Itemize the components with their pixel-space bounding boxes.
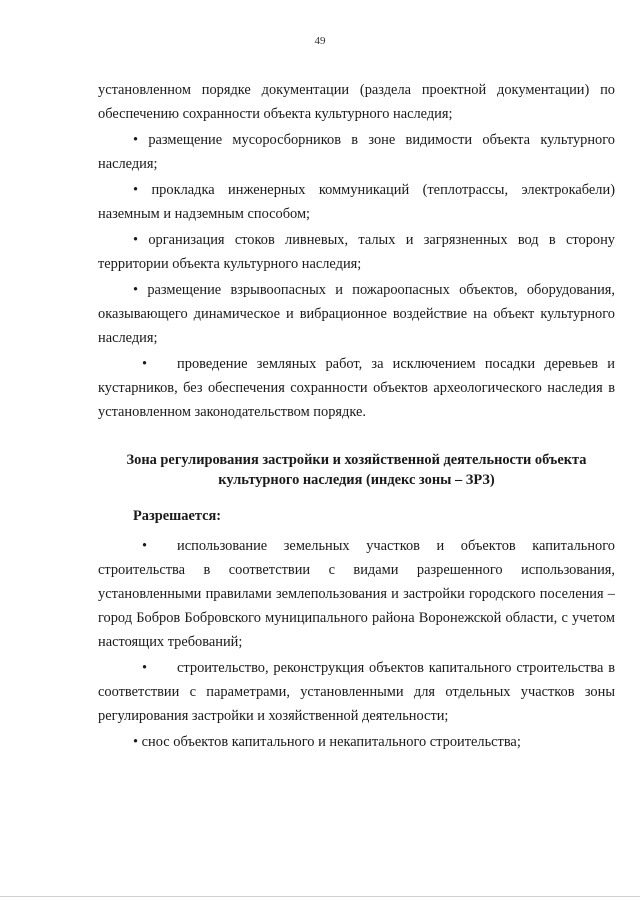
bullet-item [98, 352, 615, 424]
bullet-symbol: • [142, 538, 148, 554]
page-edge-line [0, 896, 640, 897]
bullet-item: • размещение мусоросборников в зоне видимости объекта культурного наследия; [98, 132, 615, 172]
section-subheading: Разрешается: [133, 508, 222, 524]
bullet-symbol: • [142, 660, 148, 676]
bullet-item [98, 534, 615, 654]
bullet-text: использование земельных участков и объектов капитального строительства в соответствии с видами разрешенного использования, установленными правилами землепользования и застройки городского поселения – город Бобров Бобровского муниципального района Воронежской области, с учетом настоящих требований; [98, 538, 615, 650]
document-body [98, 78, 615, 756]
bullet-item: • размещение взрывоопасных и пожароопасных объектов, оборудования, оказывающего динамическое и вибрационное воздействие на объект культурного наследия; [98, 282, 615, 346]
bullet-item: • прокладка инженерных коммуникаций (теплотрассы, электрокабели) наземным и надземным способом; [98, 182, 615, 222]
bullet-item: • организация стоков ливневых, талых и загрязненных вод в сторону территории объекта культурного наследия; [98, 232, 615, 272]
bullet-item: • снос объектов капитального и некапитального строительства; [133, 734, 521, 750]
bullet-symbol: • [142, 356, 148, 372]
page-number: 49 [314, 35, 326, 47]
bullet-text: проведение земляных работ, за исключением посадки деревьев и кустарников, без обеспечения сохранности объектов археологического наследия в установленном законодательством порядке. [98, 356, 615, 420]
paragraph: установленном порядке документации (раздела проектной документации) по обеспечению сохранности объекта культурного наследия; [98, 82, 615, 122]
section-heading: Зона регулирования застройки и хозяйственной деятельности объекта культурного наследия (индекс зоны – ЗРЗ) [126, 452, 587, 488]
bullet-text: строительство, реконструкция объектов капитального строительства в соответствии с параметрами, установленными для отдельных участков зоны регулирования застройки и хозяйственной деятельности; [98, 660, 615, 724]
bullet-item [98, 656, 615, 728]
